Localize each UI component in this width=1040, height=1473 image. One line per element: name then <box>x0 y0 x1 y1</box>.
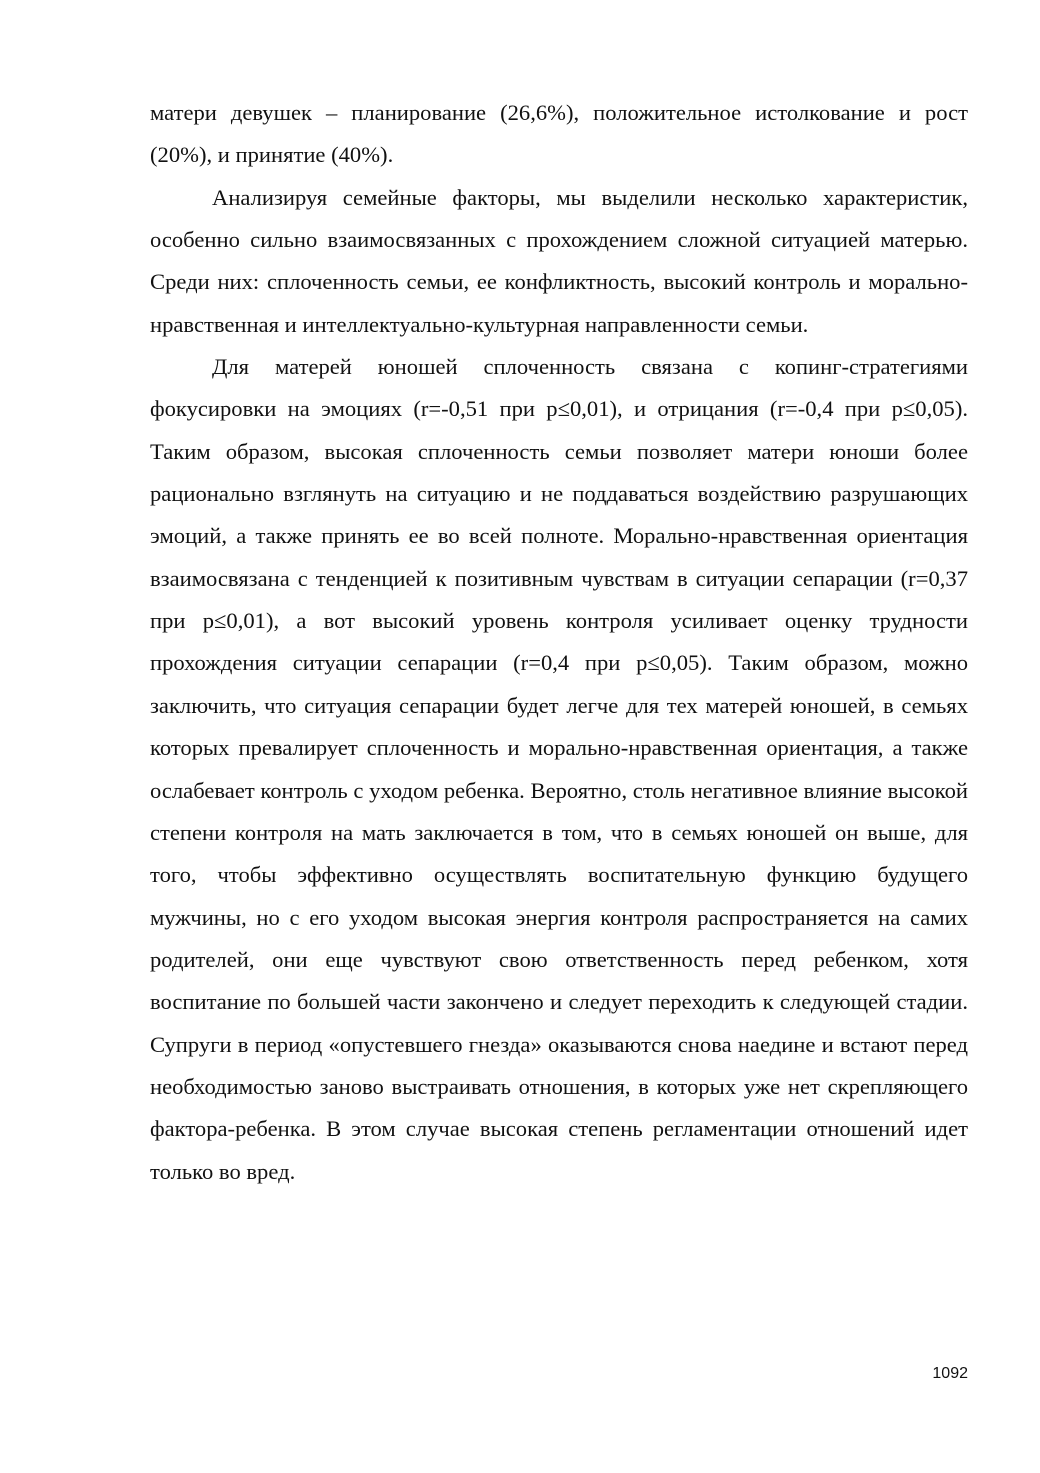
paragraph-2: Анализируя семейные факторы, мы выделили несколько характеристик, особенно сильно взаимосвязанных с прохождением сложной ситуацией матерью. Среди них: сплоченность семьи, ее конфликтность, высокий контроль и морально-нравственная и интеллектуально-культурная направленности семьи. <box>150 184 968 337</box>
paragraph-1: матери девушек – планирование (26,6%), положительное истолкование и рост (20%), и принятие (40%). <box>150 100 968 168</box>
document-body <box>150 92 968 1193</box>
page-number: 1092 <box>932 1365 968 1382</box>
paragraph-3: Для матерей юношей сплоченность связана с копинг-стратегиями фокусировки на эмоциях (r=-0,51 при p≤0,01), и отрицания (r=-0,4 при p≤0,05). Таким образом, высокая сплоченность семьи позволяет матери юноши более рационально взглянуть на ситуацию и не поддаваться воздействию разрушающих эмоций, а также принять ее во всей полноте. Морально-нравственная ориентация взаимосвязана с тенденцией к позитивным чувствам в ситуации сепарации (r=0,37 при p≤0,01), а вот высокий уровень контроля усиливает оценку трудности прохождения ситуации сепарации (r=0,4 при p≤0,05). Таким образом, можно заключить, что ситуация сепарации будет легче для тех матерей юношей, в семьях которых превалирует сплоченность и морально-нравственная ориентация, а также ослабевает контроль с уходом ребенка. Вероятно, столь негативное влияние высокой степени контроля на мать заключается в том, что в семьях юношей он выше, для того, чтобы эффективно осуществлять воспитательную функцию будущего мужчины, но с его уходом высокая энергия контроля распространяется на самих родителей, они еще чувствуют свою ответственность перед ребенком, хотя воспитание по большей части закончено и следует переходить к следующей стадии. Супруги в период «опустевшего гнезда» оказываются снова наедине и встают перед необходимостью заново выстраивать отношения, в которых уже нет скрепляющего фактора-ребенка. В этом случае высокая степень регламентации отношений идет только во вред. <box>150 354 968 1184</box>
